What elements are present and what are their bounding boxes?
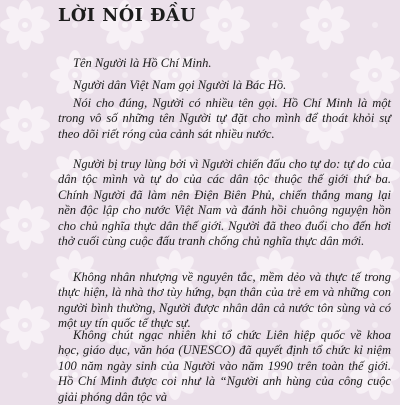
- paragraph-1: Tên Người là Hồ Chí Minh.: [73, 56, 212, 70]
- paragraph-2: Người dân Việt Nam gọi Người là Bác Hồ.: [73, 78, 287, 92]
- paragraph-6: Không chút ngạc nhiên khi tổ chức Liên hiệp quốc về khoa học, giáo dục, văn hóa (UNESCO) đã quyết định tổ chức kỉ niệm 100 năm ngày sinh của Người vào năm 1990 trên toàn thế giới. Hồ Chí Minh được coi như là “Người anh hùng của công cuộc giải phóng dân tộc và: [58, 328, 391, 404]
- paragraph-5: Không nhân nhượng về nguyên tắc, mềm dẻo và thực tế trong thực hiện, là nhà thơ tùy hứng, bạn thân của trẻ em và những con người bình thường, Người được nhân dân cả nước tôn sùng và có một uy tín quốc tế thực sự.: [58, 270, 391, 331]
- paragraph-4: Người bị truy lùng bởi vì Người chiến đấu cho tự do: tự do của dân tộc mình và tự do của các dân tộc thuộc thế giới thứ ba. Chính Người đã làm nên Điện Biên Phủ, chiến thắng mang lại nền độc lập cho nước Việt Nam và đánh hồi chuông nguyện hồn cho chủ nghĩa thực dân thế giới. Người đã theo đuổi cho đến hơi thở cuối cùng cuộc đấu tranh chống chủ nghĩa thực dân mới.: [58, 157, 391, 249]
- page-title: LỜI NÓI ĐẦU: [58, 6, 197, 26]
- paragraph-3: Nói cho đúng, Người có nhiều tên gọi. Hồ Chí Minh là một trong vô số những tên Người tự đặt cho mình để thoát khỏi sự theo dõi riết róng của cảnh sát nhiều nước.: [58, 96, 391, 141]
